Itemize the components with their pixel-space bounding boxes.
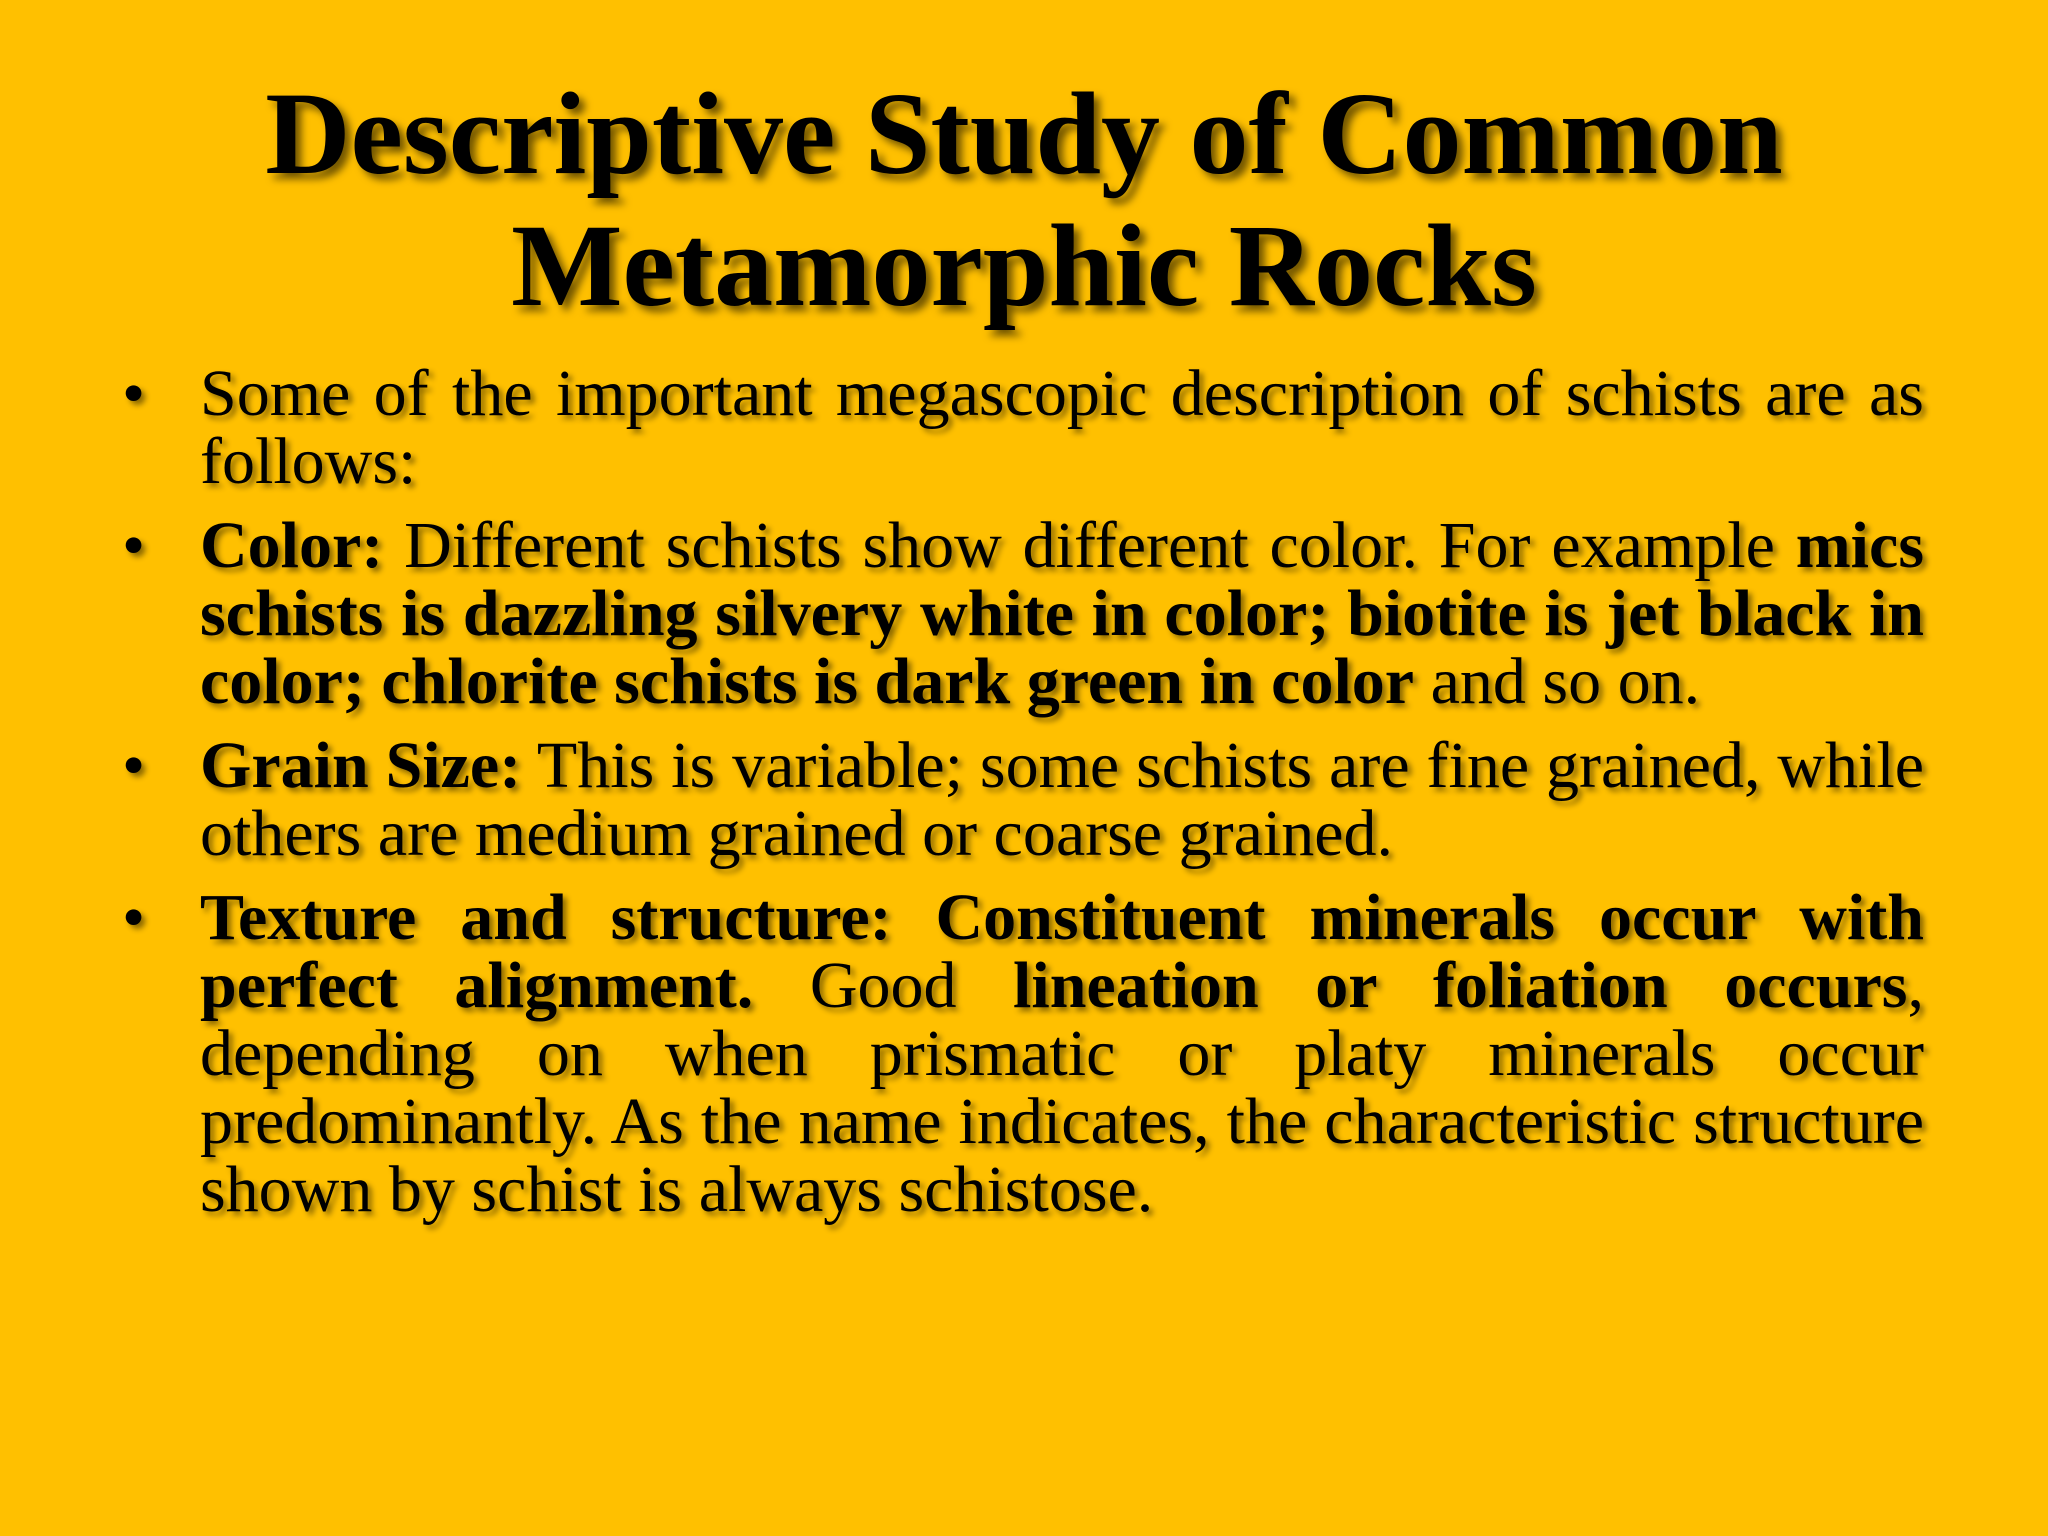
bullet-marker: • [122,357,146,430]
bullet-marker: • [122,509,146,582]
bullet-text: Good [753,949,1014,1022]
bullet-intro [118,357,1924,498]
bullet-text-end: , depending on when prismatic or platy minerals occur predominantly. As the name indicates, the characteristic structure shown by schist is always schistose. [200,949,1924,1226]
slide-title [0,68,2048,332]
bullet-marker: • [122,881,146,954]
bullet-list [118,357,1924,1240]
bullet-label: Grain Size: [200,729,522,802]
bullet-text: Some of the important megascopic description of schists are as follows: [200,357,1924,498]
title-line-2: Metamorphic Rocks [511,200,1537,331]
bullet-text-end: and so on. [1414,645,1701,718]
bullet-color [118,509,1924,718]
bullet-texture-structure [118,881,1924,1226]
bullet-text: Different schists show different color. For example [383,509,1796,582]
bullet-text: This is variable; some schists are fine grained, while others are medium grained or coarse grained. [200,729,1924,870]
bullet-grain-size [118,729,1924,870]
title-line-1: Descriptive Study of Common [265,68,1783,199]
bullet-bold-text: mics schists is dazzling silvery white in color; biotite is jet black in color; chlorite schists is dark green in color [200,509,1924,718]
bullet-marker: • [122,729,146,802]
bullet-label: Color: [200,509,384,582]
bullet-bold-text: lineation or foliation occurs [1013,949,1908,1022]
bullet-label: Texture and structure: Constituent minerals occur with perfect alignment. [200,881,1924,1022]
